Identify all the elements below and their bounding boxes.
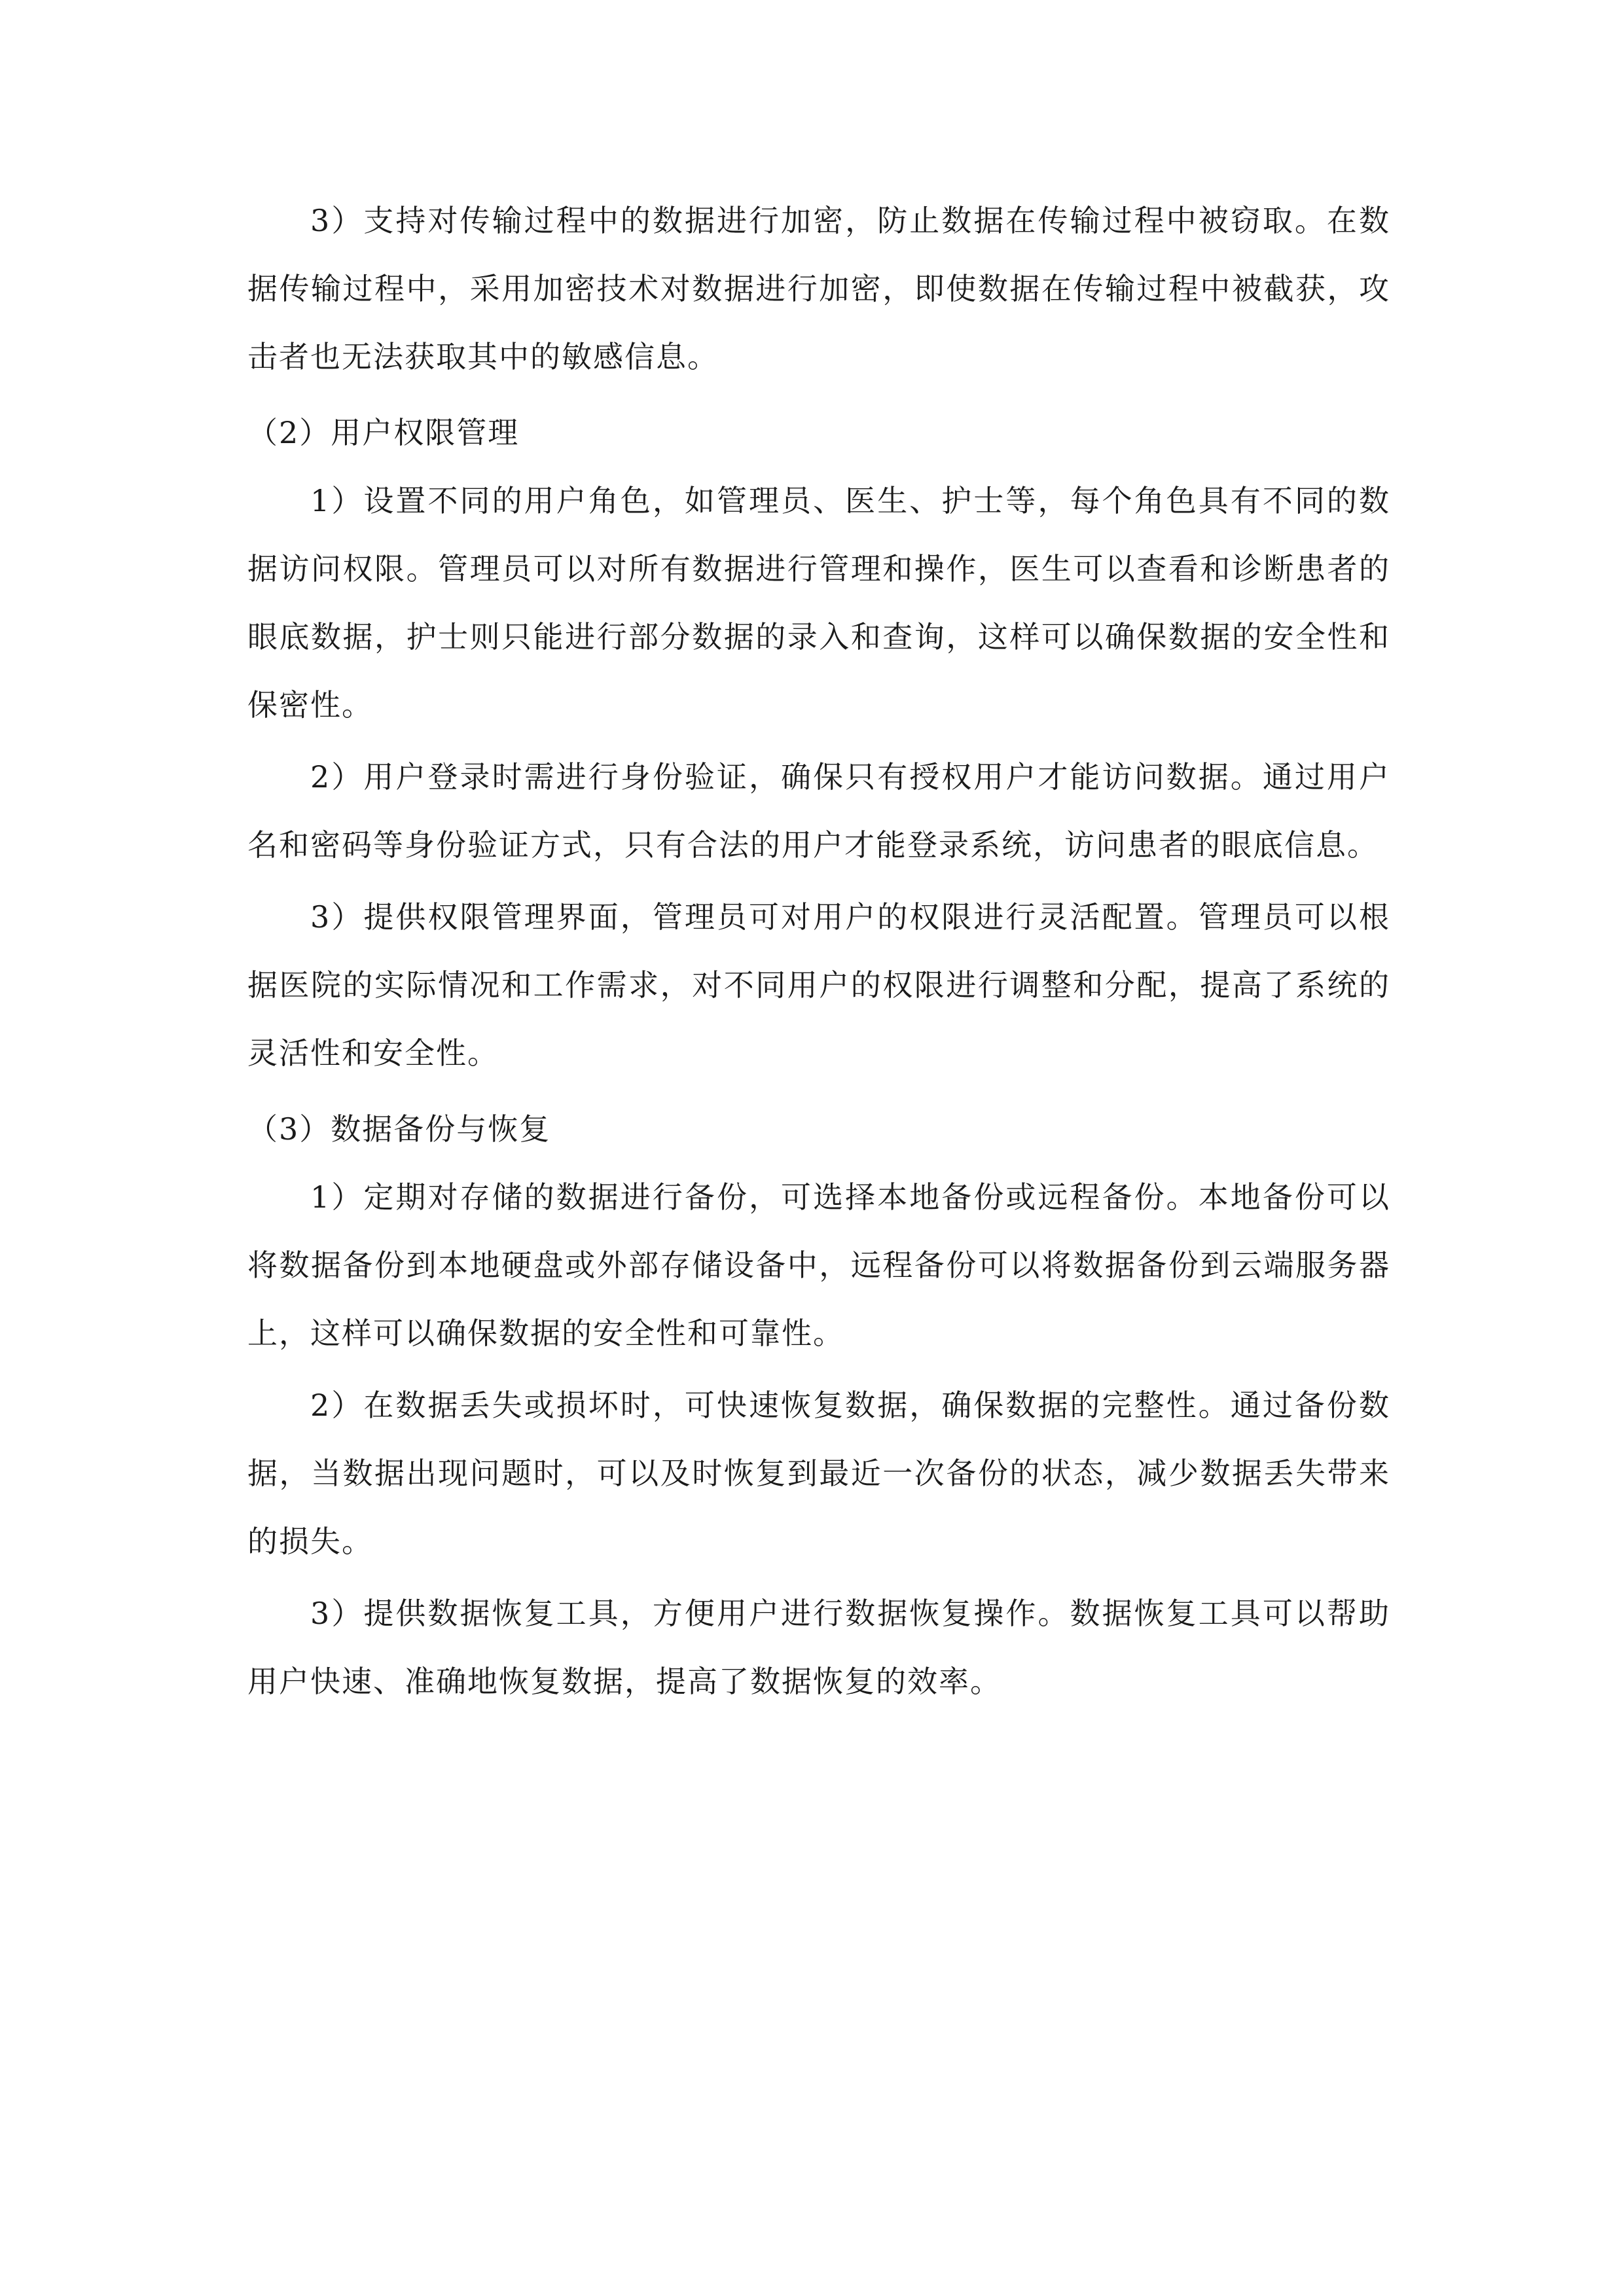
section-heading-user-permission: （2）用户权限管理 (247, 415, 520, 450)
permission-paragraph-1: 1）设置不同的用户角色，如管理员、医生、护士等，每个角色具有不同的数据访问权限。管理员可以对所有数据进行管理和操作，医生可以查看和诊断患者的眼底数据，护士则只能进行部分数据的录入和查询，这样可以确保数据的安全性和保密性。 (247, 483, 1390, 723)
section-user-permission (247, 399, 1390, 1087)
intro-paragraph-1: 3）支持对传输过程中的数据进行加密，防止数据在传输过程中被窃取。在数据传输过程中，采用加密技术对数据进行加密，即使数据在传输过程中被截获，攻击者也无法获取其中的敏感信息。 (247, 203, 1390, 374)
section-heading-backup-recovery: （3）数据备份与恢复 (247, 1111, 551, 1147)
backup-paragraph-1: 1）定期对存储的数据进行备份，可选择本地备份或远程备份。本地备份可以将数据备份到本地硬盘或外部存储设备中，远程备份可以将数据备份到云端服务器上，这样可以确保数据的安全性和可靠性。 (247, 1179, 1390, 1351)
backup-paragraph-2: 2）在数据丢失或损坏时，可快速恢复数据，确保数据的完整性。通过备份数据，当数据出现问题时，可以及时恢复到最近一次备份的状态，减少数据丢失带来的损失。 (247, 1388, 1390, 1559)
document-body (247, 187, 1390, 1715)
backup-paragraph-3: 3）提供数据恢复工具，方便用户进行数据恢复操作。数据恢复工具可以帮助用户快速、准确地恢复数据，提高了数据恢复的效率。 (247, 1596, 1390, 1699)
section-backup-recovery (247, 1095, 1390, 1715)
permission-paragraph-3: 3）提供权限管理界面，管理员可对用户的权限进行灵活配置。管理员可以根据医院的实际情况和工作需求，对不同用户的权限进行调整和分配，提高了系统的灵活性和安全性。 (247, 899, 1390, 1071)
permission-paragraph-2: 2）用户登录时需进行身份验证，确保只有授权用户才能访问数据。通过用户名和密码等身份验证方式，只有合法的用户才能登录系统，访问患者的眼底信息。 (247, 759, 1390, 863)
